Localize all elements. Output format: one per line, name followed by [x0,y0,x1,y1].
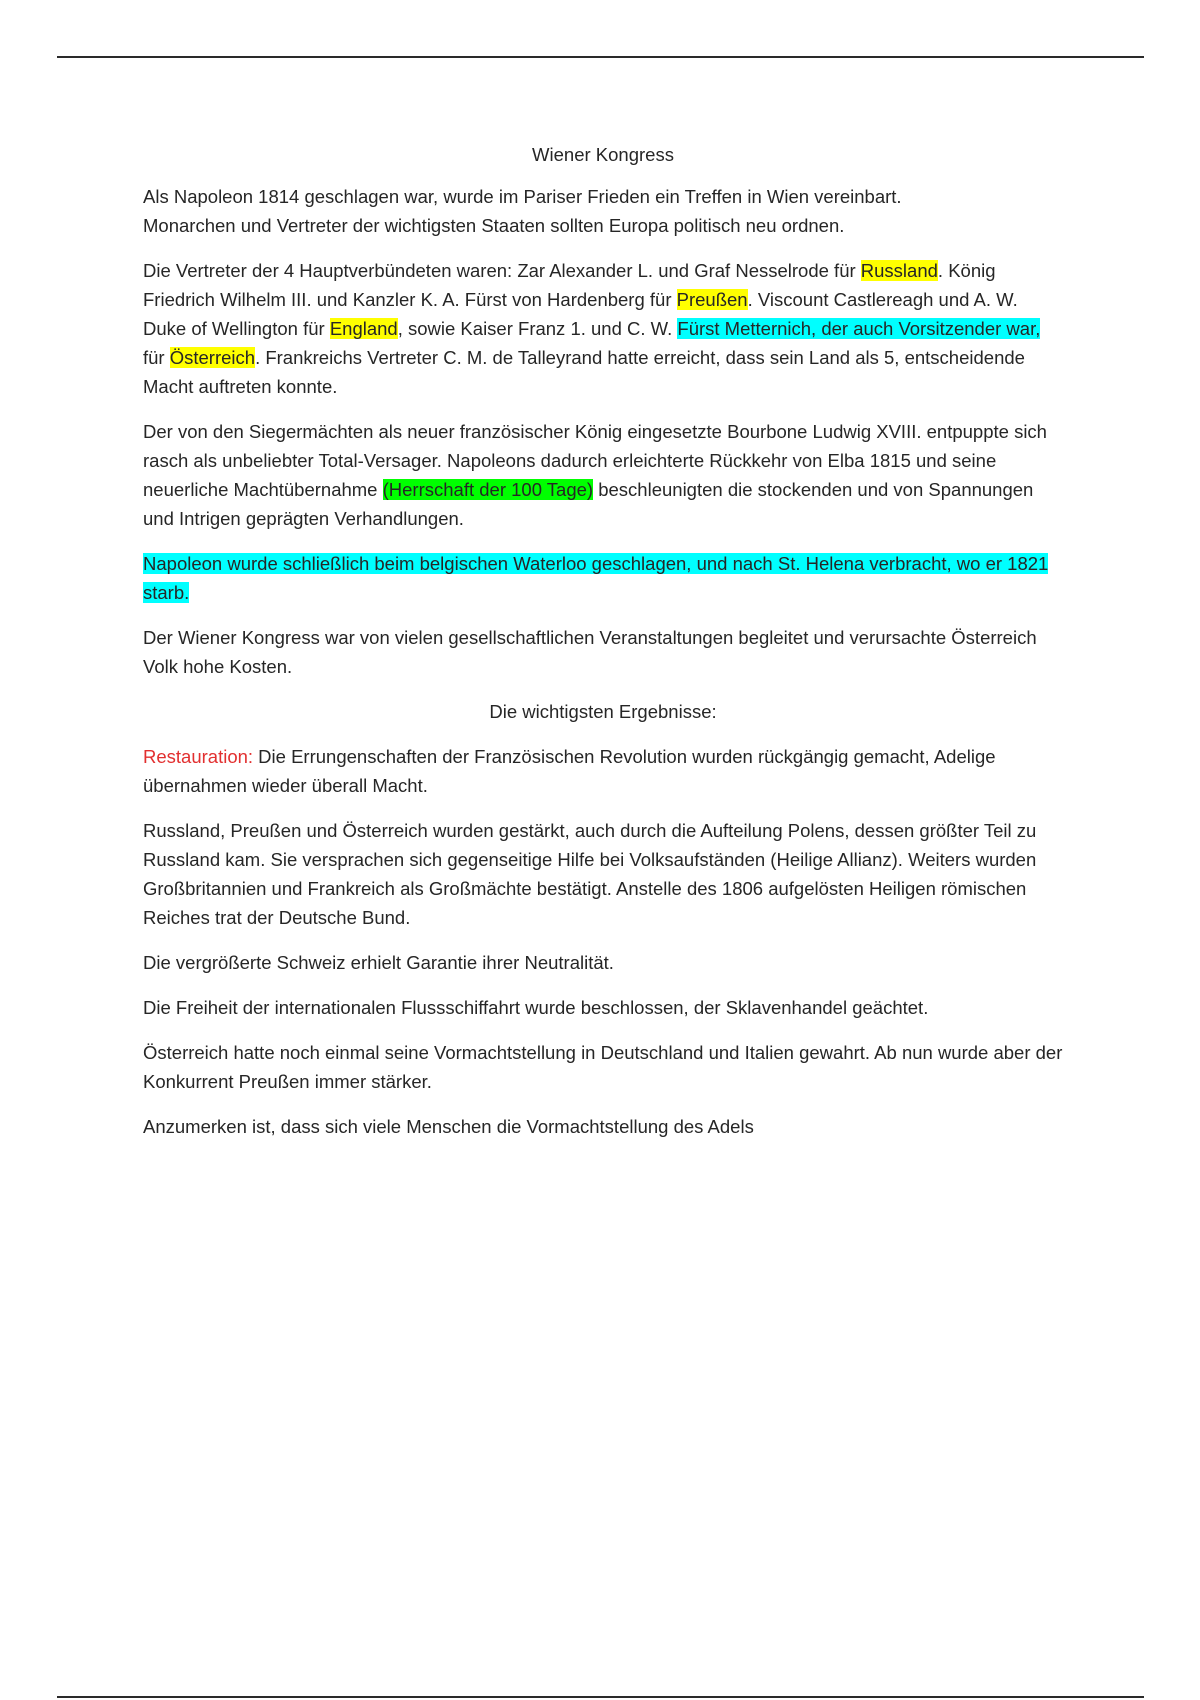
subheading-results: Die wichtigsten Ergebnisse: [489,701,717,722]
highlight-preussen: Preußen [676,289,748,310]
paragraph-adel: Anzumerken ist, dass sich viele Menschen die Vormachtstellung des Adels [143,1116,754,1137]
highlight-100-tage: (Herrschaft der 100 Tage) [382,479,594,500]
paragraph-vormacht: Österreich hatte noch einmal seine Vormachtstellung in Deutschland und Italien gewahrt. Ab nun wurde aber der Konkurrent Preußen immer stärker. [143,1042,1063,1092]
highlight-metternich: Fürst Metternich, der auch Vorsitzender war, [677,318,1041,339]
text-segment: . Frankreichs Vertreter C. M. de Talleyrand hatte erreicht, dass sein Land als 5, entscheidende Macht auftreten konnte. [143,347,1025,397]
intro-line-2: Monarchen und Vertreter der wichtigsten Staaten sollten Europa politisch neu ordnen. [143,215,845,236]
text-segment: , sowie Kaiser Franz 1. und C. W. [397,318,678,339]
paragraph-intro [143,182,1063,240]
text-segment: . Viscount Castlereagh und A. W. Duke of Wellington für [143,289,1018,339]
intro-line-1: Als Napoleon 1814 geschlagen war, wurde im Pariser Frieden ein Treffen in Wien vereinbart. [143,186,902,207]
paragraph-ludwig [143,417,1063,533]
document-title: Wiener Kongress [532,144,674,165]
highlight-russland: Russland [860,260,938,281]
paragraph-waterloo [143,549,1063,607]
text-segment: . König Friedrich Wilhelm III. und Kanzler K. A. Fürst von Hardenberg für [143,260,996,310]
highlight-england: England [329,318,398,339]
paragraph-restauration [143,742,1063,800]
text-segment: Der von den Siegermächten als neuer französischer König eingesetzte Bourbone Ludwig XVIII. entpuppte sich rasch als unbeliebter Total-Versager. Napoleons dadurch erleichterte Rückkehr von Elba 1815 und seine neuerliche Machtübernahme [143,421,1047,500]
text-segment: beschleunigten die stockenden und von Spannungen und Intrigen geprägten Verhandlungen. [143,479,1034,529]
text-segment: Die Vertreter der 4 Hauptverbündeten waren: Zar Alexander L. und Graf Nesselrode für [143,260,861,281]
document-page [143,140,1063,1157]
footer-rule [57,1696,1144,1698]
paragraph-schiffahrt: Die Freiheit der internationalen Flussschiffahrt wurde beschlossen, der Sklavenhandel geächtet. [143,997,929,1018]
text-segment: Die Errungenschaften der Französischen Revolution wurden rückgängig gemacht, Adelige übernahmen wieder überall Macht. [143,746,996,796]
paragraph-representatives [143,256,1063,401]
highlight-oesterreich: Österreich [169,347,256,368]
paragraph-powers: Russland, Preußen und Österreich wurden gestärkt, auch durch die Aufteilung Polens, dessen größter Teil zu Russland kam. Sie versprachen sich gegenseitige Hilfe bei Volksaufständen (Heilige Allianz). Weiters wurden Großbritannien und Frankreich als Großmächte bestätigt. Anstelle des 1806 aufgelösten Heiligen römischen Reiches trat der Deutsche Bund. [143,820,1037,928]
header-rule [57,56,1144,58]
paragraph-costs: Der Wiener Kongress war von vielen gesellschaftlichen Veranstaltungen begleitet und verursachte Österreich Volk hohe Kosten. [143,627,1037,677]
highlight-waterloo: Napoleon wurde schließlich beim belgischen Waterloo geschlagen, und nach St. Helena verbracht, wo er 1821 starb. [143,553,1049,603]
paragraph-schweiz: Die vergrößerte Schweiz erhielt Garantie ihrer Neutralität. [143,952,614,973]
label-restauration: Restauration: [143,746,254,767]
text-segment: für [143,347,170,368]
